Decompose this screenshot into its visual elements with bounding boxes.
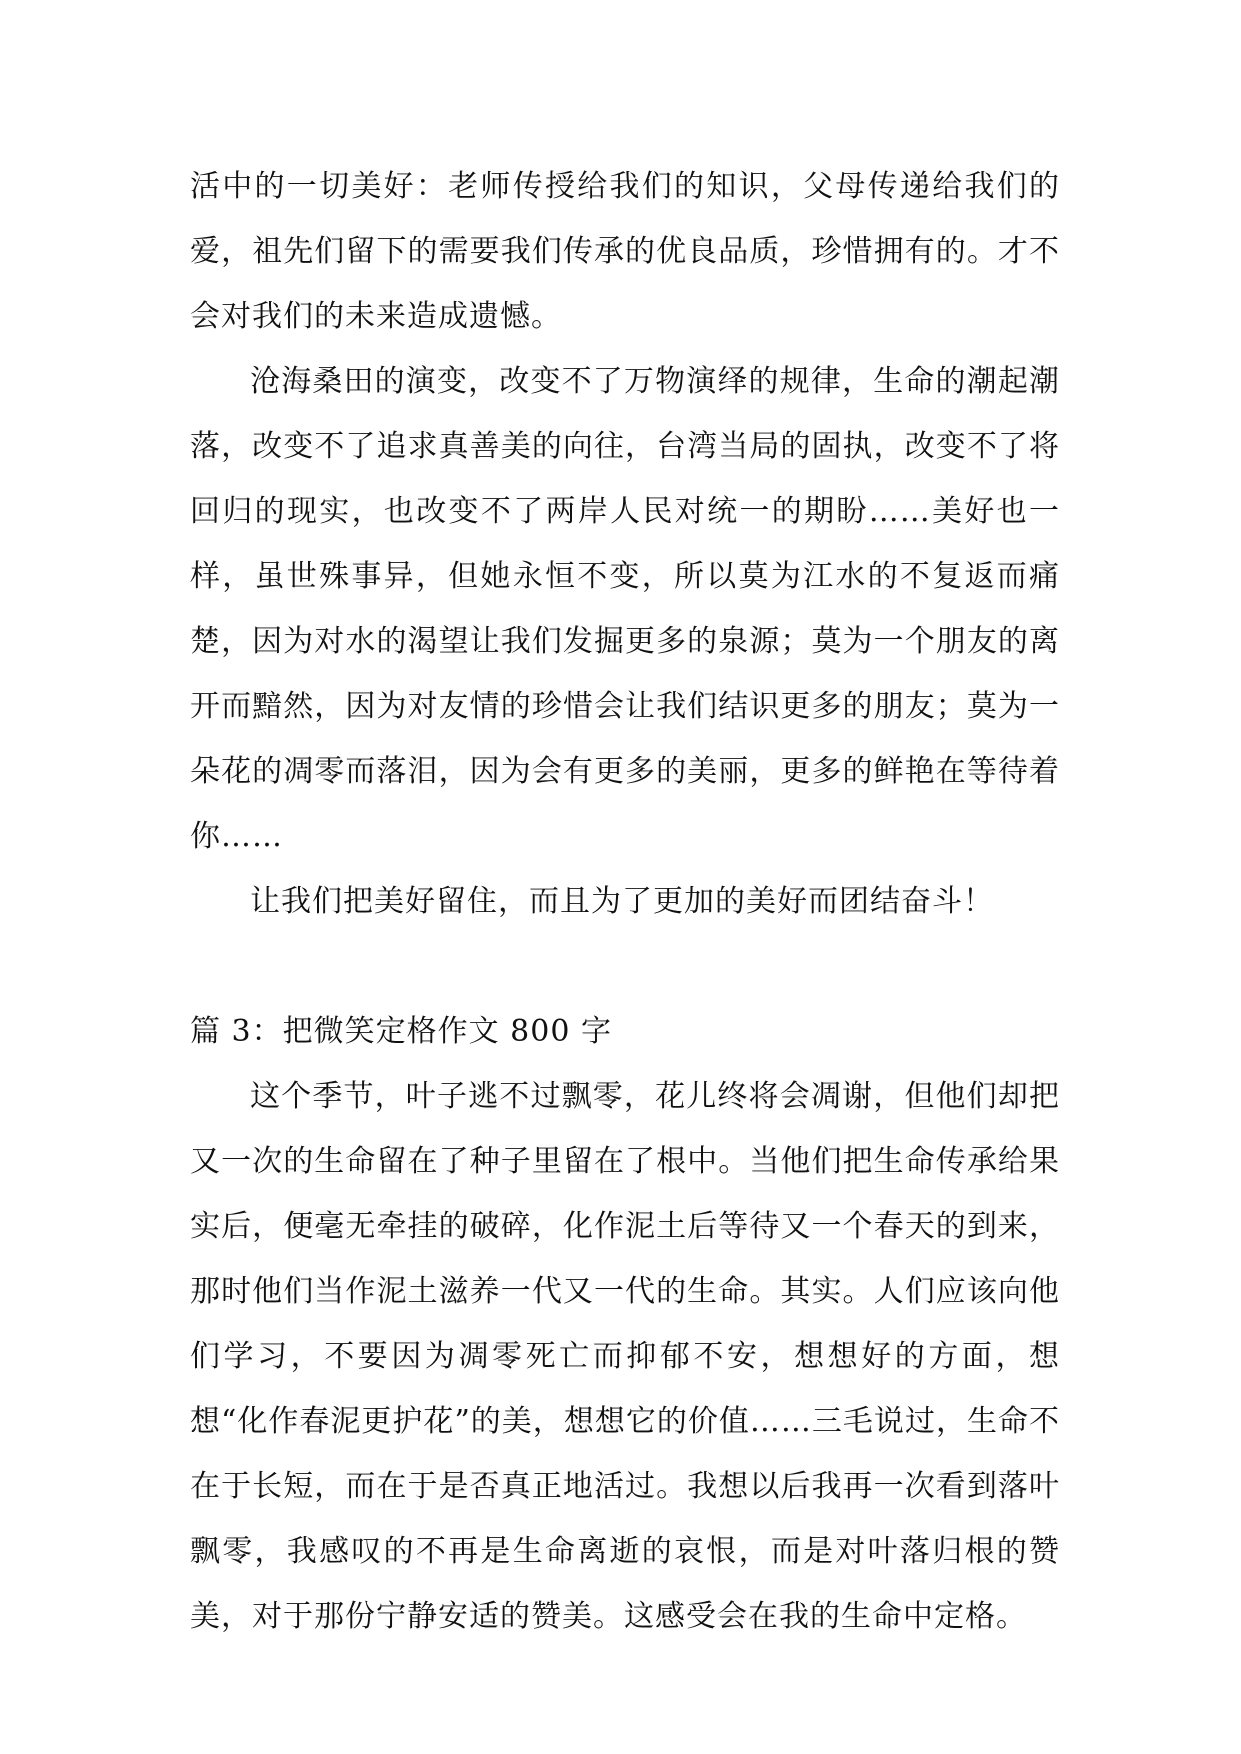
document-body — [190, 154, 1060, 1649]
paragraph-continuation: 活中的一切美好：老师传授给我们的知识，父母传递给我们的爱，祖先们留下的需要我们传承的优良品质，珍惜拥有的。才不会对我们的未来造成遗憾。 — [190, 169, 1060, 334]
paragraph-conclusion: 让我们把美好留住，而且为了更加的美好而团结奋斗！ — [250, 884, 994, 919]
paragraph-change: 沧海桑田的演变，改变不了万物演绎的规律，生命的潮起潮落，改变不了追求真善美的向往，台湾当局的固执，改变不了将回归的现实，也改变不了两岸人民对统一的期盼……美好也一样，虽世殊事异，但她永恒不变，所以莫为江水的不复返而痛楚，因为对水的渴望让我们发掘更多的泉源；莫为一个朋友的离开而黯然，因为对友情的珍惜会让我们结识更多的朋友；莫为一朵花的凋零而落泪，因为会有更多的美丽，更多的鲜艳在等待着你…… — [190, 364, 1060, 854]
paragraph-essay-body: 这个季节，叶子逃不过飘零，花儿终将会凋谢，但他们却把又一次的生命留在了种子里留在了根中。当他们把生命传承给果实后，便毫无牵挂的破碎，化作泥土后等待又一个春天的到来，那时他们当作泥土滋养一代又一代的生命。其实。人们应该向他们学习，不要因为凋零死亡而抑郁不安，想想好的方面，想想“化作春泥更护花”的美，想想它的价值……三毛说过，生命不在于长短，而在于是否真正地活过。我想以后我再一次看到落叶飘零，我感叹的不再是生命离逝的哀恨，而是对叶落归根的赞美，对于那份宁静安适的赞美。这感受会在我的生命中定格。 — [190, 1079, 1060, 1634]
section-title: 篇 3：把微笑定格作文 800 字 — [190, 1014, 612, 1049]
